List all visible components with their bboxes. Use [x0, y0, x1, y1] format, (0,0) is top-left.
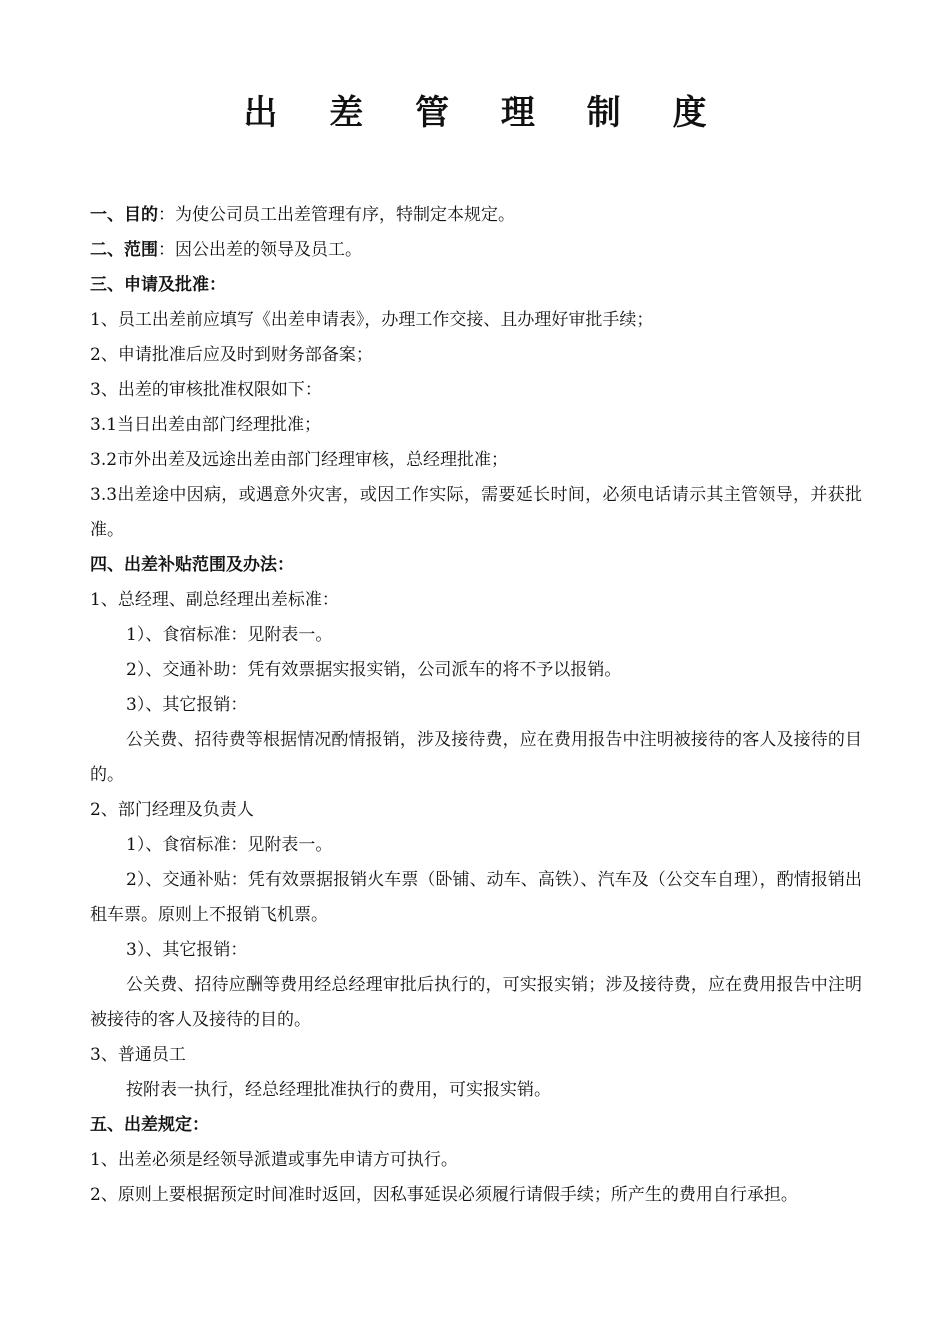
section-purpose-text: ：为使公司员工出差管理有序，特制定本规定。: [158, 205, 515, 225]
list-item: 2）、交通补贴：凭有效票据报销火车票（卧铺、动车、高铁）、汽车及（公交车自理），酌情报销出租车票。原则上不报销飞机票。: [90, 870, 862, 925]
list-item: 3）、其它报销：: [126, 940, 248, 960]
section-scope-label: 二、范围: [90, 240, 158, 260]
subsection-title: 2、部门经理及负责人: [90, 800, 254, 820]
paragraph: 按附表一执行，经总经理批准执行的费用，可实报实销。: [126, 1080, 551, 1100]
list-item: 3.3出差途中因病，或遇意外灾害，或因工作实际，需要延长时间，必须电话请示其主管领导，并获批准。: [90, 485, 862, 540]
document-title: 出 差 管 理 制 度: [243, 93, 727, 133]
section-purpose: [90, 198, 862, 233]
list-item: 3、出差的审核批准权限如下：: [90, 380, 322, 400]
list-item: 2）、交通补助：凭有效票据实报实销，公司派车的将不予以报销。: [126, 660, 622, 680]
list-item: 1、出差必须是经领导派遣或事先申请方可执行。: [90, 1150, 458, 1170]
list-item: 1）、食宿标准：见附表一。: [126, 625, 333, 645]
list-item: 3.2市外出差及远途出差由部门经理审核，总经理批准；: [90, 450, 509, 470]
section-heading-rules: 五、出差规定：: [90, 1115, 209, 1135]
section-heading-allowance: 四、出差补贴范围及办法：: [90, 555, 294, 575]
subsection-title: 1、总经理、副总经理出差标准：: [90, 590, 339, 610]
list-item: 3.1当日出差由部门经理批准；: [90, 415, 322, 435]
document-body: [90, 198, 862, 1213]
paragraph: 公关费、招待应酬等费用经总经理审批后执行的，可实报实销；涉及接待费，应在费用报告中注明被接待的客人及接待的目的。: [90, 975, 862, 1030]
paragraph: 公关费、招待费等根据情况酌情报销，涉及接待费，应在费用报告中注明被接待的客人及接待的目的。: [90, 730, 862, 785]
list-item: 2、原则上要根据预定时间准时返回，因私事延误必须履行请假手续；所产生的费用自行承担。: [90, 1185, 798, 1205]
list-item: 3）、其它报销：: [126, 695, 248, 715]
list-item: 2、申请批准后应及时到财务部备案；: [90, 345, 373, 365]
section-purpose-label: 一、目的: [90, 205, 158, 225]
list-item: 1、员工出差前应填写《出差申请表》，办理工作交接、且办理好审批手续；: [90, 310, 654, 330]
section-heading-application: 三、申请及批准：: [90, 275, 226, 295]
section-scope-text: ：因公出差的领导及员工。: [158, 240, 362, 260]
subsection-title: 3、普通员工: [90, 1045, 186, 1065]
list-item: 1）、食宿标准：见附表一。: [126, 835, 333, 855]
section-scope: [90, 233, 862, 268]
